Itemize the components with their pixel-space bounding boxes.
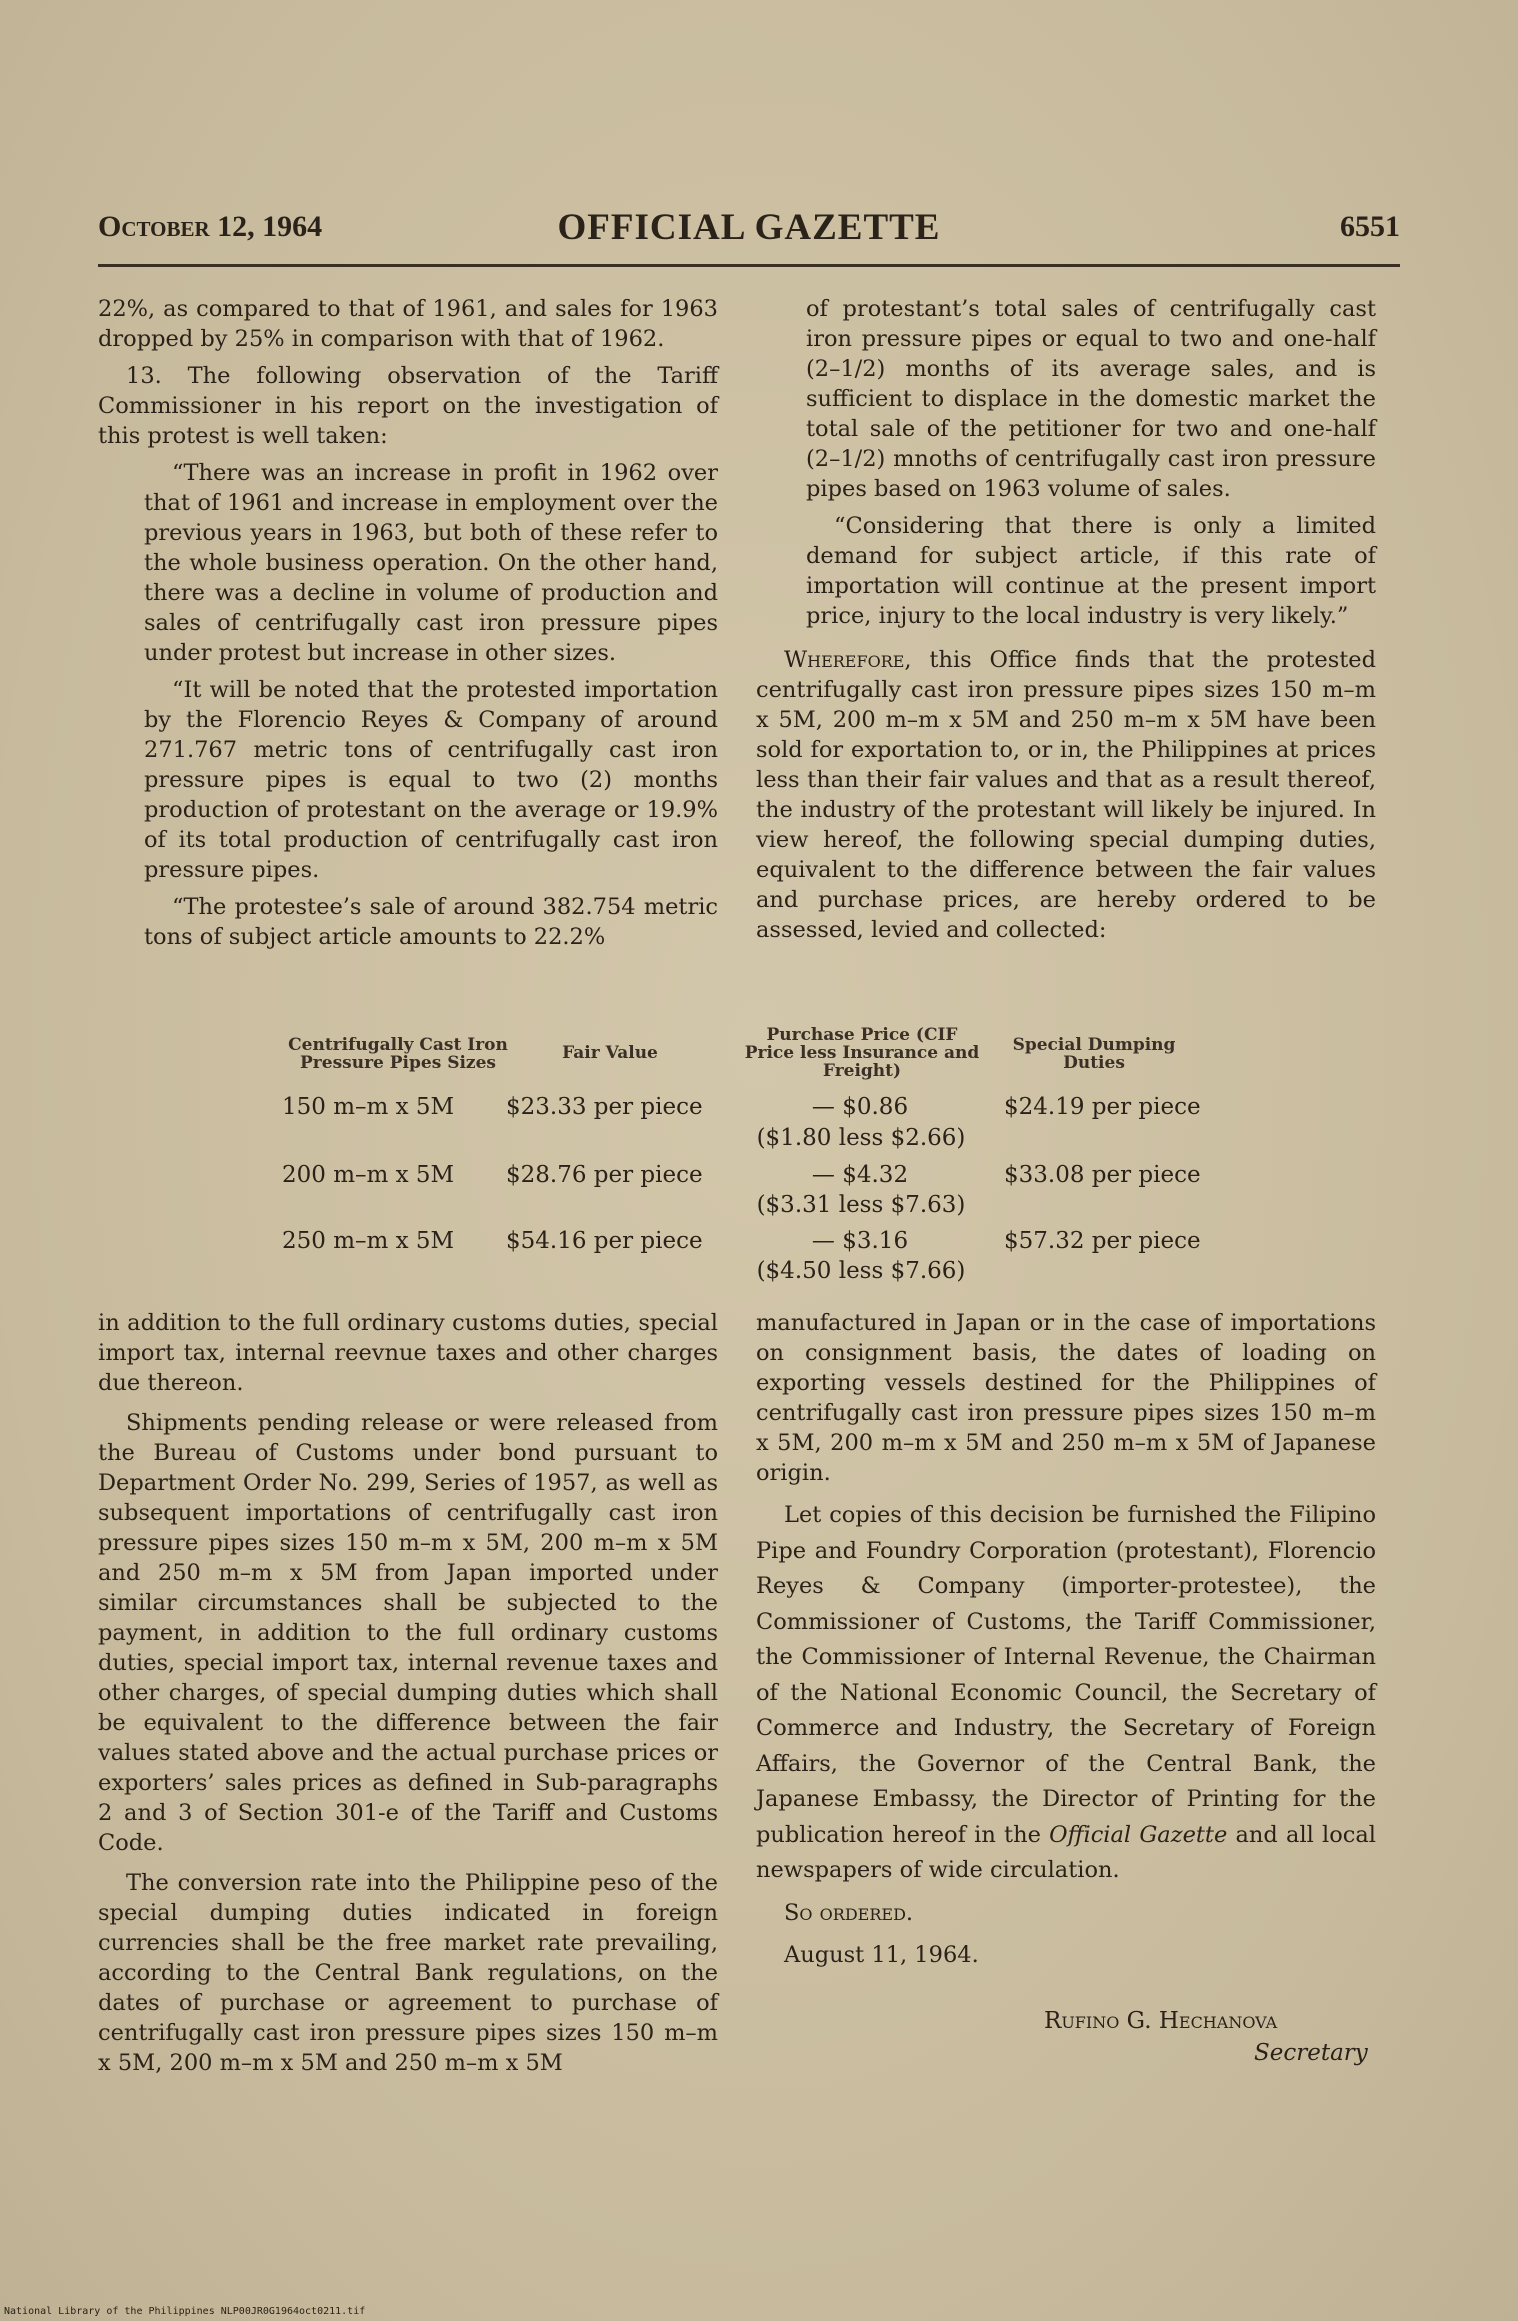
header-rule [98, 264, 1400, 267]
table-header-sizes: Centrifugally Cast Iron Pressure Pipes Sizes [288, 1035, 508, 1073]
table-cell-size: 250 m–m x 5M [282, 1228, 455, 1254]
paragraph [756, 1498, 1376, 1889]
page-header [98, 206, 1400, 246]
table-cell-duty: $33.08 per piece [1004, 1162, 1201, 1188]
paragraph: 13. The following observation of the Tariff Commissioner in his report on the investigation of this protest is well taken: [98, 363, 718, 449]
quote-paragraph: “There was an increase in profit in 1962 over that of 1961 and increase in employment over the previous years in 1963, but both of these refer to the whole business operation. On the other hand, there was a decline in volume of production and sales of centrifugally cast iron pressure pipes under protest but increase in other sizes. [144, 460, 718, 666]
table-cell-calc: ($4.50 less $7.66) [756, 1258, 966, 1284]
page-number: 6551 [1340, 210, 1400, 243]
paragraph: The conversion rate into the Philippine peso of the special dumping duties indicated in foreign currencies shall be the free market rate prevailing, according to the Central Bank regulations, on the dates of purchase or agreement to purchase of centrifugally cast iron pressure pipes sizes 150 m–m x 5M, 200 m–m x 5M and 250 m–m x 5M [98, 1870, 718, 2076]
table-cell-purchase: — $3.16 [811, 1228, 909, 1254]
table-cell-fair: $54.16 per piece [506, 1228, 703, 1254]
table-cell-purchase: — $0.86 [811, 1094, 909, 1120]
table-cell-fair: $23.33 per piece [506, 1094, 703, 1120]
signatory-title: Secretary [1254, 2040, 1368, 2066]
paragraph: Shipments pending release or were released from the Bureau of Customs under bond pursuant to Department Order No. 299, Series of 1957, as well as subsequent importations of centrifugally cast iron pressure pipes sizes 150 m–m x 5M, 200 m–m x 5M and 250 m–m x 5M from Japan imported under similar circumstances shall be subjected to the payment, in addition to the full ordinary customs duties, special import tax, internal revenue taxes and other charges, of special dumping duties which shall be equivalent to the difference between the fair values stated above and the actual purchase prices or exporters’ sales prices as defined in Sub-paragraphs 2 and 3 of Section 301-e of the Tariff and Customs Code. [98, 1410, 718, 1856]
table-cell-duty: $24.19 per piece [1004, 1094, 1201, 1120]
table-cell-fair: $28.76 per piece [506, 1162, 703, 1188]
column-upper-right [756, 294, 1376, 952]
table-cell-calc: ($1.80 less $2.66) [756, 1125, 966, 1151]
so-ordered: So ordered. [784, 1899, 914, 1926]
wherefore-lead: Wherefore, [784, 647, 912, 673]
scan-footer: National Library of the Philippines NLP00JR0G1964oct0211.tif [4, 2306, 366, 2317]
table-cell-purchase: — $4.32 [811, 1162, 909, 1188]
quote-paragraph: “The protestee’s sale of around 382.754 metric tons of subject article amounts to 22.2% [144, 894, 718, 950]
paragraph-text: and all local newspapers of wide circulation. [756, 1821, 1377, 1883]
table-header-purchase-price: Purchase Price (CIF Price less Insurance and Freight) [744, 1025, 980, 1081]
publication-title: OFFICIAL GAZETTE [557, 207, 941, 248]
issue-date: October 12, 1964 [98, 210, 323, 243]
table-cell-size: 200 m–m x 5M [282, 1162, 455, 1188]
paragraph: manufactured in Japan or in the case of importations on consignment basis, the dates of loading on exporting vessels destined for the Philippines of centrifugally cast iron pressure pipes sizes 150 m–m x 5M, 200 m–m x 5M and 250 m–m x 5M of Japanese origin. [756, 1310, 1376, 1486]
table-cell-size: 150 m–m x 5M [282, 1094, 455, 1120]
quote-paragraph: “Considering that there is only a limited demand for subject article, if this rate of importation will continue at the present import price, injury to the local industry is very likely.” [806, 513, 1376, 629]
paragraph: in addition to the full ordinary customs duties, special import tax, internal reevnue taxes and other charges due thereon. [98, 1310, 718, 1396]
paragraph: 22%, as compared to that of 1961, and sales for 1963 dropped by 25% in comparison with that of 1962. [98, 296, 718, 352]
table-header-duties: Special Dumping Duties [1012, 1035, 1176, 1073]
publication-name: Official Gazette [1049, 1821, 1228, 1848]
quote-paragraph: of protestant’s total sales of centrifugally cast iron pressure pipes or equal to two and one-half (2–1/2) months of its average sales, and is sufficient to displace in the domestic market the total sale of the petitioner for two and one-half (2–1/2) mnoths of centrifugally cast iron pressure pipes based on 1963 volume of sales. [806, 296, 1376, 502]
paragraph [756, 645, 1376, 945]
signatory-name: Rufino G. Hechanova [1044, 2008, 1278, 2034]
decision-date: August 11, 1964. [784, 1942, 979, 1968]
quote-paragraph: “It will be noted that the protested importation by the Florencio Reyes & Company of around 271.767 metric tons of centrifugally cast iron pressure pipes is equal to two (2) months production of protestant on the average or 19.9% of its total production of centrifugally cast iron pressure pipes. [144, 677, 718, 883]
table-cell-calc: ($3.31 less $7.63) [756, 1192, 966, 1218]
wherefore-body: this Office finds that the protested centrifugally cast iron pressure pipes sizes 150 m–m x 5M, 200 m–m x 5M and 250 m–m x 5M have been sold for exportation to, or in, the Philippines at prices less than their fair values and that as a result thereof, the industry of the protestant will likely be injured. In view hereof, the following special dumping duties, equivalent to the difference between the fair values and purchase prices, are hereby ordered to be assessed, levied and collected: [756, 647, 1377, 943]
column-upper-left [98, 294, 718, 959]
table-header-fair-value: Fair Value [562, 1043, 658, 1063]
table-cell-duty: $57.32 per piece [1004, 1228, 1201, 1254]
column-lower-left [98, 1308, 718, 2085]
column-lower-right [756, 1308, 1376, 1981]
paragraph-text: Let copies of this decision be furnished the Filipino Pipe and Foundry Corporation (protestant), Florencio Reyes & Company (importer-protestee), the Commissioner of Customs, the Tariff Commissioner, the Commissioner of Internal Revenue, the Chairman of the National Economic Council, the Secretary of Commerce and Industry, the Secretary of Foreign Affairs, the Governor of the Central Bank, the Japanese Embassy, the Director of Printing for the publication hereof in the [756, 1502, 1376, 1848]
